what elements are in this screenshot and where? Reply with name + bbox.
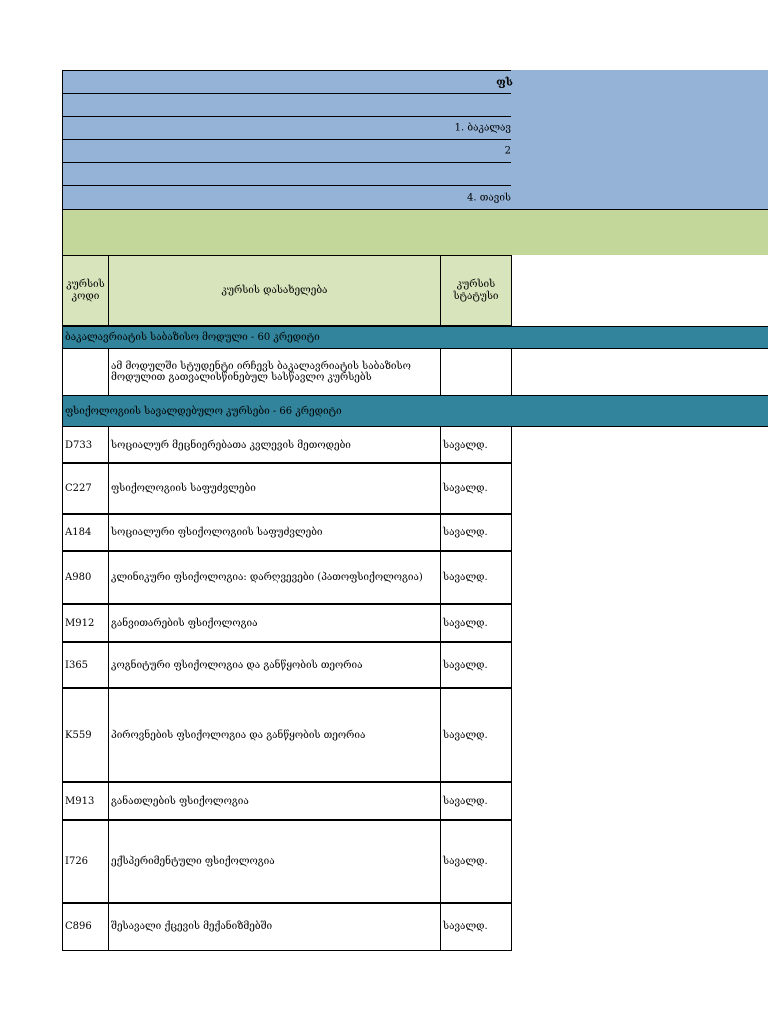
course-status: სავალდ. bbox=[440, 641, 512, 689]
header-row-2 bbox=[62, 93, 511, 116]
course-code: M912 bbox=[62, 603, 109, 643]
course-name: განვითარების ფსიქოლოგია bbox=[108, 603, 441, 643]
course-name: ფსიქოლოგიის საფუძვლები bbox=[108, 462, 441, 515]
course-status: სავალდ. bbox=[440, 513, 512, 552]
course-status: სავალდ. bbox=[440, 550, 512, 605]
course-code: C896 bbox=[62, 902, 109, 951]
header-row-4-text: 2 bbox=[504, 145, 511, 157]
course-status: სავალდ. bbox=[440, 462, 512, 515]
course-code: I365 bbox=[62, 641, 109, 689]
header-row-title bbox=[62, 70, 511, 93]
course-name: სოციალური ფსიქოლოგიის საფუძვლები bbox=[108, 513, 441, 552]
header-row-3 bbox=[62, 116, 511, 139]
course-code: A184 bbox=[62, 513, 109, 552]
course-name: ექსპერიმენტული ფსიქოლოგია bbox=[108, 819, 441, 904]
header-row-5 bbox=[62, 162, 511, 185]
course-status: სავალდ. bbox=[440, 819, 512, 904]
green-band bbox=[62, 209, 768, 255]
column-header-code bbox=[62, 255, 109, 326]
header-row-3-text: 1. ბაკალავ bbox=[454, 122, 511, 134]
section-base-module bbox=[62, 326, 768, 349]
course-name: პიროვნების ფსიქოლოგია და განწყობის თეორია bbox=[108, 687, 441, 783]
course-name: შესავალი ქცევის მექანიზმებში bbox=[108, 902, 441, 951]
column-header-code-label: კურსის კოდი bbox=[66, 278, 105, 302]
section-base-module-label: ბაკალავრიატის საბაზისო მოდული - 60 კრედიტი bbox=[65, 332, 320, 343]
course-code: C227 bbox=[62, 462, 109, 515]
header-title: ფს bbox=[496, 75, 513, 89]
course-code: K559 bbox=[62, 687, 109, 783]
header-row-4 bbox=[62, 139, 511, 162]
header-row-6 bbox=[62, 185, 511, 209]
course-status: სავალდ. bbox=[440, 687, 512, 783]
base-module-status bbox=[440, 348, 512, 396]
column-header-name-label: კურსის დასახელება bbox=[221, 284, 328, 296]
section-psych-required-label: ფსიქოლოგიის სავალდებულო კურსები - 66 კრედიტი bbox=[65, 405, 342, 417]
course-status: სავალდ. bbox=[440, 781, 512, 821]
course-code: A980 bbox=[62, 550, 109, 605]
column-header-status-label: კურსის სტატუსი bbox=[453, 278, 499, 302]
course-name: სოციალურ მეცნიერებათა კვლევის მეთოდები bbox=[108, 426, 441, 464]
base-module-code bbox=[62, 348, 109, 396]
course-name: კლინიკური ფსიქოლოგია: დარღვევები (პათოფსიქოლოგია) bbox=[108, 550, 441, 605]
course-status: სავალდ. bbox=[440, 426, 512, 464]
course-status: სავალდ. bbox=[440, 902, 512, 951]
course-status: სავალდ. bbox=[440, 603, 512, 643]
header-row-6-text: 4. თავის bbox=[467, 192, 511, 203]
column-header-name bbox=[108, 255, 441, 326]
header-fill-right bbox=[511, 70, 768, 209]
base-module-description: ამ მოდულში სტუდენტი ირჩევს ბაკალავრიატის საბაზისო მოდულით გათვალისწინებულ სასწავლო კურსებს bbox=[108, 348, 441, 396]
course-code: M913 bbox=[62, 781, 109, 821]
course-name: კოგნიტური ფსიქოლოგია და განწყობის თეორია bbox=[108, 641, 441, 689]
course-code: I726 bbox=[62, 819, 109, 904]
section-psych-required bbox=[62, 395, 768, 427]
course-name: განათლების ფსიქოლოგია bbox=[108, 781, 441, 821]
column-header-status bbox=[440, 255, 512, 326]
course-code: D733 bbox=[62, 426, 109, 464]
